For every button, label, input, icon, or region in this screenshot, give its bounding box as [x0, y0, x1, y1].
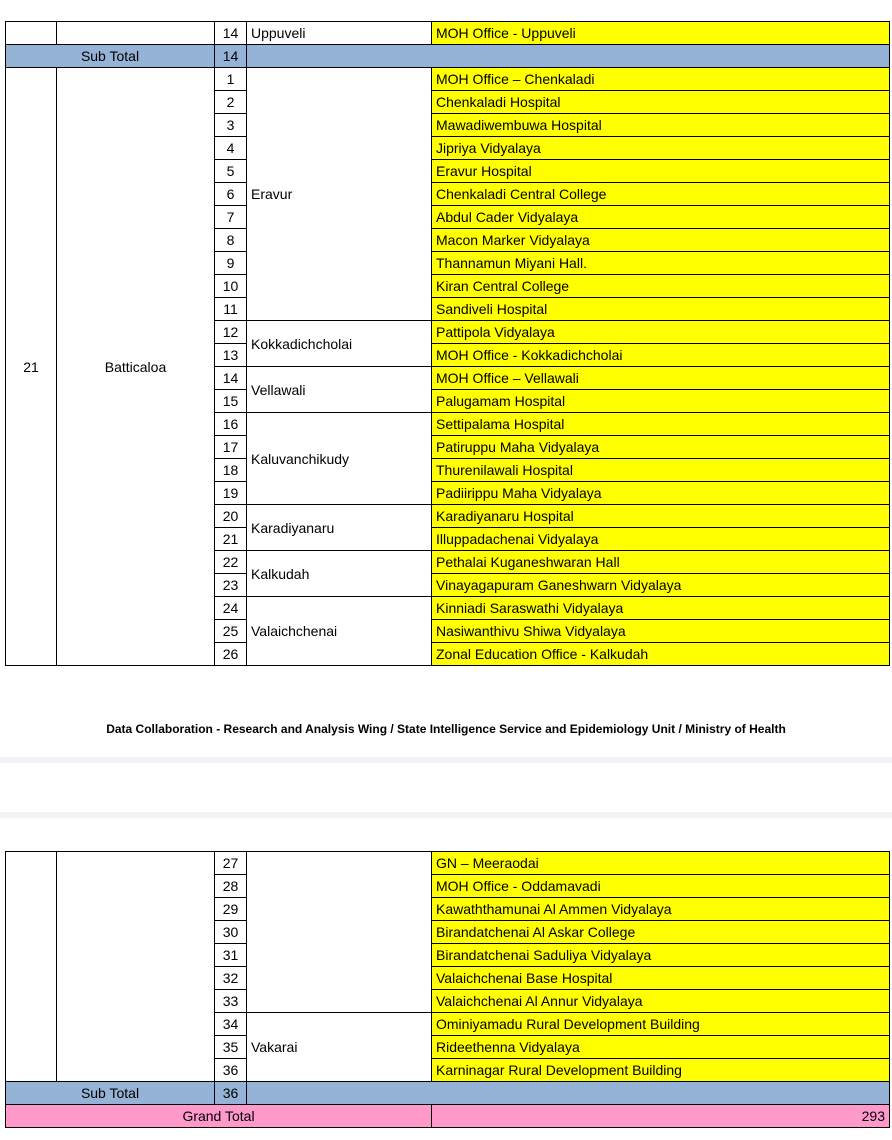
location-cell: MOH Office – Chenkaladi	[432, 68, 890, 91]
moh-area-vellawali: Vellawali	[247, 367, 432, 413]
row-number: 26	[215, 643, 247, 666]
location-cell: Pethalai Kuganeshwaran Hall	[432, 551, 890, 574]
sub-total-label: Sub Total	[6, 1082, 215, 1105]
moh-area-karadiyanaru: Karadiyanaru	[247, 505, 432, 551]
row-number: 17	[215, 436, 247, 459]
moh-area-vakarai: Vakarai	[247, 1013, 432, 1082]
location-cell: Birandatchenai Al Askar College	[432, 921, 890, 944]
grand-total-value: 293	[432, 1105, 890, 1128]
row-number: 14	[215, 22, 247, 45]
location-cell: Sandiveli Hospital	[432, 298, 890, 321]
location-cell: Nasiwanthivu Shiwa Vidyalaya	[432, 620, 890, 643]
district-no-cell	[6, 852, 57, 1082]
location-cell: Chenkaladi Hospital	[432, 91, 890, 114]
moh-area-continued	[247, 852, 432, 1013]
sub-total-value: 14	[215, 45, 247, 68]
moh-area-kokkadichcholai: Kokkadichcholai	[247, 321, 432, 367]
row-number: 16	[215, 413, 247, 436]
row-number: 15	[215, 390, 247, 413]
location-cell: Illuppadachenai Vidyalaya	[432, 528, 890, 551]
location-cell: Abdul Cader Vidyalaya	[432, 206, 890, 229]
location-cell: MOH Office - Uppuveli	[432, 22, 890, 45]
location-cell: Thannamun Miyani Hall.	[432, 252, 890, 275]
district-cell	[57, 22, 215, 45]
moh-area-kalkudah: Kalkudah	[247, 551, 432, 597]
row-number: 20	[215, 505, 247, 528]
row-number: 35	[215, 1036, 247, 1059]
row-number: 31	[215, 944, 247, 967]
row-number: 27	[215, 852, 247, 875]
location-cell: Karadiyanaru Hospital	[432, 505, 890, 528]
sub-total-blank	[247, 45, 890, 68]
location-cell: Pattipola Vidyalaya	[432, 321, 890, 344]
page-break-divider	[0, 757, 892, 763]
moh-area: Uppuveli	[247, 22, 432, 45]
row-number: 5	[215, 160, 247, 183]
page-break-divider	[0, 812, 892, 818]
location-cell: Thurenilawali Hospital	[432, 459, 890, 482]
row-number: 6	[215, 183, 247, 206]
row-number: 22	[215, 551, 247, 574]
location-cell: Chenkaladi Central College	[432, 183, 890, 206]
row-number: 19	[215, 482, 247, 505]
row-number: 8	[215, 229, 247, 252]
location-cell: Settipalama Hospital	[432, 413, 890, 436]
row-number: 21	[215, 528, 247, 551]
moh-area-valaichchenai: Valaichchenai	[247, 597, 432, 666]
table-row	[6, 852, 890, 875]
location-cell: Valaichchenai Base Hospital	[432, 967, 890, 990]
row-number: 30	[215, 921, 247, 944]
page-footer: Data Collaboration - Research and Analysis Wing / State Intelligence Service and Epidemiology Unit / Ministry of Health	[106, 722, 786, 736]
row-number: 23	[215, 574, 247, 597]
location-cell: Kinniadi Saraswathi Vidyalaya	[432, 597, 890, 620]
location-cell: MOH Office - Kokkadichcholai	[432, 344, 890, 367]
location-cell: Karninagar Rural Development Building	[432, 1059, 890, 1082]
location-cell: Birandatchenai Saduliya Vidyalaya	[432, 944, 890, 967]
location-cell: Ominiyamadu Rural Development Building	[432, 1013, 890, 1036]
location-cell: Zonal Education Office - Kalkudah	[432, 643, 890, 666]
row-number: 4	[215, 137, 247, 160]
location-cell: Palugamam Hospital	[432, 390, 890, 413]
row-number: 18	[215, 459, 247, 482]
moh-area-eravur: Eravur	[247, 68, 432, 321]
district-number: 21	[6, 68, 57, 666]
row-number: 10	[215, 275, 247, 298]
location-cell: Eravur Hospital	[432, 160, 890, 183]
row-number: 14	[215, 367, 247, 390]
row-number: 34	[215, 1013, 247, 1036]
row-number: 33	[215, 990, 247, 1013]
sub-total-label: Sub Total	[6, 45, 215, 68]
location-cell: Patiruppu Maha Vidyalaya	[432, 436, 890, 459]
centers-table-part1	[5, 21, 890, 666]
row-number: 12	[215, 321, 247, 344]
location-cell: Rideethenna Vidyalaya	[432, 1036, 890, 1059]
sub-total-row	[6, 1082, 890, 1105]
row-number: 9	[215, 252, 247, 275]
location-cell: Kiran Central College	[432, 275, 890, 298]
row-number: 36	[215, 1059, 247, 1082]
table-row	[6, 22, 890, 45]
district-no-cell	[6, 22, 57, 45]
row-number: 29	[215, 898, 247, 921]
location-cell: MOH Office – Vellawali	[432, 367, 890, 390]
row-number: 32	[215, 967, 247, 990]
sub-total-blank	[247, 1082, 890, 1105]
row-number: 24	[215, 597, 247, 620]
row-number: 1	[215, 68, 247, 91]
location-cell: Padiirippu Maha Vidyalaya	[432, 482, 890, 505]
moh-area-kaluvanchikudy: Kaluvanchikudy	[247, 413, 432, 505]
location-cell: Macon Marker Vidyalaya	[432, 229, 890, 252]
row-number: 7	[215, 206, 247, 229]
location-cell: Mawadiwembuwa Hospital	[432, 114, 890, 137]
row-number: 28	[215, 875, 247, 898]
grand-total-row	[6, 1105, 890, 1128]
row-number: 13	[215, 344, 247, 367]
district-cell	[57, 852, 215, 1082]
sub-total-row	[6, 45, 890, 68]
table-row	[6, 68, 890, 91]
location-cell: MOH Office - Oddamavadi	[432, 875, 890, 898]
centers-table-part2	[5, 851, 890, 1128]
location-cell: Kawaththamunai Al Ammen Vidyalaya	[432, 898, 890, 921]
location-cell: Vinayagapuram Ganeshwarn Vidyalaya	[432, 574, 890, 597]
row-number: 3	[215, 114, 247, 137]
location-cell: GN – Meeraodai	[432, 852, 890, 875]
row-number: 2	[215, 91, 247, 114]
grand-total-label: Grand Total	[6, 1105, 432, 1128]
row-number: 11	[215, 298, 247, 321]
location-cell: Jipriya Vidyalaya	[432, 137, 890, 160]
sub-total-value: 36	[215, 1082, 247, 1105]
district-name: Batticaloa	[57, 68, 215, 666]
location-cell: Valaichchenai Al Annur Vidyalaya	[432, 990, 890, 1013]
row-number: 25	[215, 620, 247, 643]
